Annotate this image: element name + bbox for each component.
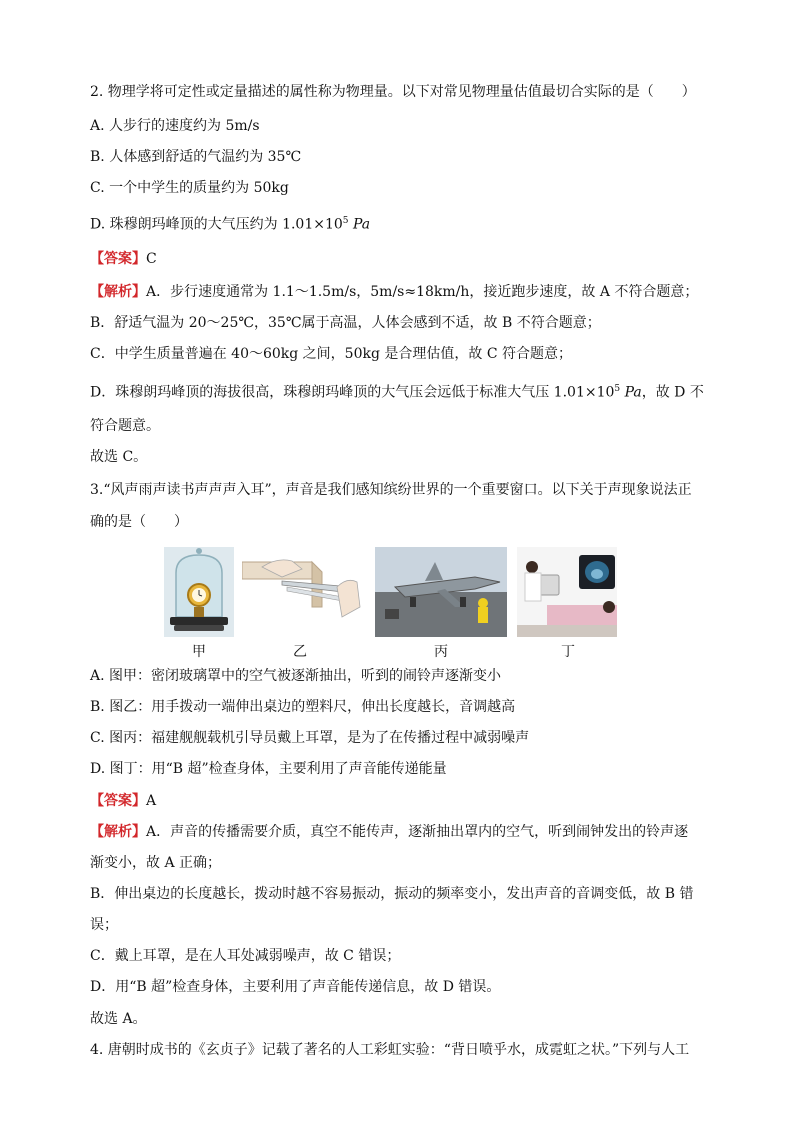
q3-option-a: A. 图甲：密闭玻璃罩中的空气被逐渐抽出，听到的闹铃声逐渐变小	[90, 668, 502, 684]
q2-analysis-b: B．舒适气温为 20～25℃，35℃属于高温，人体会感到不适，故 B 不符合题意；	[90, 315, 601, 331]
q2-analysis-d-tail: ，故 D 不	[641, 384, 704, 401]
q2-option-b: B. 人体感到舒适的气温约为 35℃	[90, 149, 302, 165]
q2-option-d-text: D. 珠穆朗玛峰顶的大气压约为 1.01×10	[90, 216, 343, 233]
q3-analysis-a-text: A．声音的传播需要介质，真空不能传声，逐渐抽出罩内的空气，听到闹钟发出的铃声逐	[146, 824, 689, 840]
caption-jia: 甲	[192, 644, 206, 660]
q2-option-d	[90, 212, 370, 234]
q3-conclusion: 故选 A。	[90, 1011, 147, 1027]
q2-answer-label: 【答案】	[90, 251, 146, 267]
q3-answer	[90, 792, 156, 810]
q3-figure-row	[164, 547, 624, 662]
q3-analysis-label: 【解析】	[90, 824, 146, 840]
q3-analysis-b-cont: 误；	[90, 917, 118, 933]
q2-answer-value: C	[146, 251, 157, 267]
q2-answer	[90, 250, 157, 268]
q3-answer-value: A	[146, 793, 157, 809]
q2-option-d-exponent: 5	[342, 216, 349, 226]
figure-yi	[242, 547, 364, 637]
q2-analysis-a-text: A．步行速度通常为 1.1～1.5m/s，5m/s≈18km/h，接近跑步速度，故 A 不符合题意；	[146, 284, 699, 300]
q2-option-c: C. 一个中学生的质量约为 50kg	[90, 180, 289, 196]
q3-option-c: C. 图丙：福建舰舰载机引导员戴上耳罩，是为了在传播过程中减弱噪声	[90, 730, 530, 746]
q2-option-d-unit: Pa	[352, 216, 371, 233]
q3-analysis-c: C．戴上耳罩，是在人耳处减弱噪声，故 C 错误；	[90, 948, 401, 964]
caption-ding: 丁	[561, 644, 575, 660]
q3-option-b: B. 图乙：用手拨动一端伸出桌边的塑料尺，伸出长度越长，音调越高	[90, 699, 516, 715]
figure-bing	[375, 547, 507, 637]
caption-bing: 丙	[434, 644, 448, 660]
q2-conclusion: 故选 C。	[90, 449, 148, 465]
q3-answer-label: 【答案】	[90, 793, 146, 809]
caption-yi: 乙	[293, 644, 307, 660]
ultrasound-image	[517, 547, 617, 637]
ruler-table-image	[242, 547, 364, 637]
q2-analysis-d-text: D．珠穆朗玛峰顶的海拔很高，珠穆朗玛峰顶的大气压会远低于标准大气压 1.01×10	[90, 384, 615, 401]
carrier-jet-image	[375, 547, 507, 637]
q2-analysis-label: 【解析】	[90, 284, 146, 300]
bell-jar-image	[164, 547, 234, 637]
q2-analysis-d	[90, 380, 704, 402]
q4-stem: 4. 唐朝时成书的《玄贞子》记载了著名的人工彩虹实验：“背日喷乎水，成霓虹之状。”下列与人工	[90, 1042, 690, 1058]
q3-option-d: D. 图丁：用“B 超”检查身体，主要利用了声音能传递能量	[90, 761, 447, 777]
q3-analysis-a-cont: 渐变小，故 A 正确；	[90, 855, 222, 871]
q3-analysis-b: B．伸出桌边的长度越长，拨动时越不容易振动，振动的频率变小，发出声音的音调变低，故 B 错	[90, 886, 694, 902]
q2-analysis-d-exponent: 5	[614, 384, 621, 394]
figure-ding	[517, 547, 617, 637]
q2-analysis-d-cont: 符合题意。	[90, 418, 160, 434]
q2-analysis-c: C．中学生质量普遍在 40～60kg 之间，50kg 是合理估值，故 C 符合题意；	[90, 346, 573, 362]
figure-jia	[164, 547, 234, 637]
q2-analysis-d-unit: Pa	[624, 384, 642, 401]
q3-analysis-a	[90, 823, 688, 841]
q3-stem-line1: 3.“风声雨声读书声声声入耳”，声音是我们感知缤纷世界的一个重要窗口。以下关于声现象说法正	[90, 482, 692, 498]
q2-stem: 2. 物理学将可定性或定量描述的属性称为物理量。以下对常见物理量估值最切合实际的是（ ）	[90, 84, 696, 100]
q2-option-a: A. 人步行的速度约为 5m/s	[90, 118, 260, 134]
q3-analysis-d: D．用“B 超”检查身体，主要利用了声音能传递信息，故 D 错误。	[90, 979, 501, 995]
q2-analysis-a	[90, 283, 698, 301]
q3-stem-line2: 确的是（ ）	[90, 514, 188, 530]
